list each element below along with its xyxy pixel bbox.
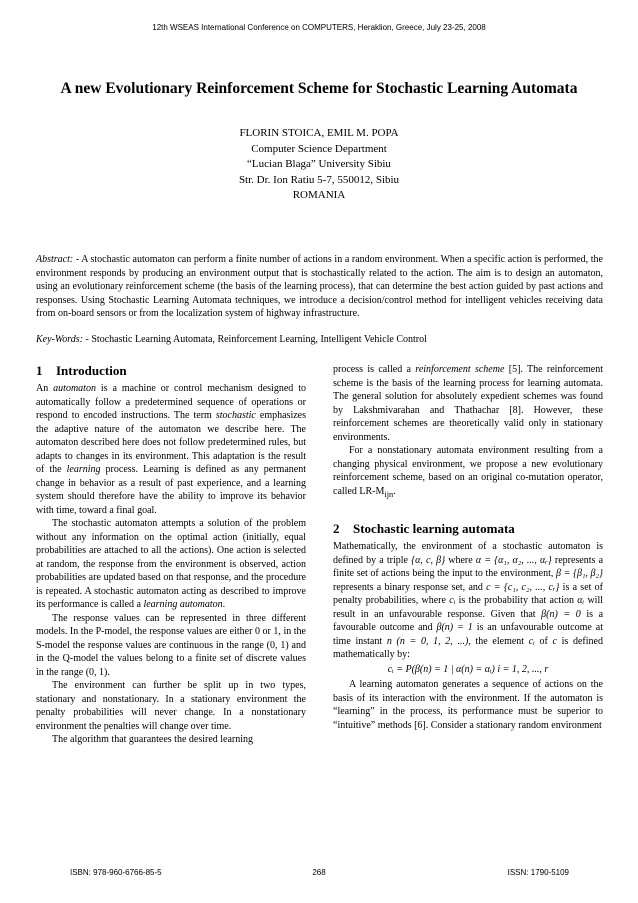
intro-paragraph-2	[36, 517, 306, 612]
emphasis: learning automaton	[143, 599, 223, 610]
math: cᵢ	[449, 595, 456, 606]
math: α = {α₁, α₂, ..., αᵣ}	[475, 554, 552, 566]
equation-penalty-probability: cᵢ = P(β(n) = 1 | α(n) = αᵢ) i = 1, 2, ..., r	[387, 663, 549, 675]
text: is the probability that action	[455, 595, 578, 606]
text: .	[222, 599, 226, 610]
left-column	[36, 363, 306, 747]
text: For a nonstationary automata environment resulting from a changing physical environment, we propose a new evolutionary reinforcement scheme, based on an original co-mutation operator, called LR-M	[333, 445, 603, 497]
author-country: ROMANIA	[292, 189, 346, 201]
sla-paragraph-1	[333, 540, 603, 662]
section-2-heading	[333, 521, 603, 536]
intro-paragraph-6	[333, 363, 603, 444]
text: represents a binary response set, and	[333, 581, 487, 593]
sla-paragraph-2: A learning automaton generates a sequence of actions on the basis of its interaction with the environment. If the automaton is “learning” in the process, its performance must be superior to “intuitive” methods [6]. Consider a stationary random environment	[333, 679, 603, 731]
conference-header: 12th WSEAS International Conference on COMPUTERS, Heraklion, Greece, July 23-25, 2008	[152, 23, 486, 32]
text: represents a finite set of actions being the input to the environment,	[333, 554, 604, 579]
emphasis: automaton	[53, 383, 96, 394]
text: process. Learning is defined as any permanent change in behavior as a result of past experience, and a learning system should therefore have the ability to improve its behavior with time, toward a final goal.	[36, 464, 306, 516]
math: n (n = 0, 1, 2, ...)	[386, 635, 469, 647]
math: β(n) = 1	[436, 622, 473, 633]
text: is an unfavourable outcome at time instant	[333, 622, 603, 647]
intro-paragraph-1	[36, 382, 306, 517]
footer-isbn: ISBN: 978-960-6766-85-5	[70, 868, 162, 877]
text: The stochastic automaton attempts a solution of the problem without any information on the optimal action (initially, equal probabilities are attached to all the actions). One action is selected at random, the response from the environment is observed, action probabilities are updated based on that response, and the procedure is repeated. A stochastic automaton acting as described to improve its performance is called a	[36, 518, 306, 610]
text: [5]. The reinforcement scheme is the basis of the learning process for learning automata. The general solution for absolutely expedient schemes was found by Lakshmivarahan and Thathachar [8]. However, these reinforcement schemes are theoretically valid only in stationary environments.	[333, 364, 603, 443]
text: .	[393, 485, 396, 497]
abstract-label: Abstract:	[36, 254, 74, 265]
section-2-number: 2	[333, 521, 340, 536]
intro-paragraph-5: The algorithm that guarantees the desired learning	[52, 734, 254, 745]
text: is a set of penalty probabilities, where	[333, 581, 604, 606]
author-address: Str. Dr. Ion Ratiu 5-7, 550012, Sibiu	[238, 173, 400, 186]
author-block	[0, 126, 638, 204]
keywords-label: Key-Words:	[36, 334, 84, 345]
text: Mathematically, the environment of a stochastic automaton is defined by a triple	[333, 541, 603, 566]
math: αᵢ	[577, 595, 585, 606]
text: , the element	[468, 635, 529, 647]
author-university: “Lucian Blaga” University Sibiu	[247, 158, 391, 170]
footer-page-number: 268	[312, 868, 326, 877]
intro-paragraph-3: The response values can be represented in three different models. In the P-model, the response values are either 0 or 1, in the S-model the response values are continuous in the range (0, 1) and in the Q-model the values belong to a finite set of discrete values in the range (0, 1).	[36, 612, 306, 678]
text: where	[445, 554, 476, 566]
emphasis: reinforcement scheme	[415, 364, 505, 375]
keywords	[36, 333, 603, 346]
math: {α, c, β}	[411, 554, 446, 566]
emphasis: stochastic	[215, 410, 256, 421]
text: is defined mathematically by:	[333, 635, 603, 660]
math: β(n) = 0	[541, 608, 581, 620]
text: emphasizes the adaptive nature of the automaton we describe here. The automaton described here does not follow predetermined rules, but adapts to changes in its environment. This adaptation is the result of the	[36, 410, 306, 475]
abstract	[36, 253, 603, 321]
abstract-text: - A stochastic automaton can perform a finite number of actions in a random environment. When a specific action is performed, the environment responds by producing an environment output that is stochastically related to the action. The aim is to design an automaton, using an evolutionary reinforcement scheme (the basis of the learning process), that can determine the best action guided by past actions and responses. Using Stochastic Learning Automata techniques, we introduce a decision/control method for intelligent vehicles receiving data from on-board sensors or from the localization system of highway infrastructure.	[36, 254, 603, 320]
text: is a machine or control mechanism designed to automatically follow a predetermined sequence of operations or respond to encoded instructions. The term	[36, 383, 306, 421]
keywords-text: - Stochastic Learning Automata, Reinforcement Learning, Intelligent Vehicle Control	[83, 334, 427, 345]
paper-title: A new Evolutionary Reinforcement Scheme for Stochastic Learning Automata	[60, 80, 578, 97]
section-1-heading	[36, 363, 306, 378]
intro-paragraph-7	[333, 444, 603, 501]
author-names: FLORIN STOICA, EMIL M. POPA	[239, 127, 399, 139]
section-1-title: Introduction	[56, 363, 127, 378]
text: of	[534, 635, 553, 647]
math: c	[552, 635, 557, 647]
text: An	[36, 383, 54, 394]
emphasis: learning	[66, 464, 101, 475]
section-1-number: 1	[36, 363, 43, 378]
footer-issn: ISSN: 1790-5109	[507, 868, 569, 877]
subscript: ijn	[384, 489, 394, 499]
math: β = {β₁, β₂}	[556, 568, 603, 579]
text: process is called a	[333, 364, 416, 375]
right-column	[333, 363, 603, 732]
intro-paragraph-4: The environment can further be split up in two types, stationary and nonstationary. In a stationary environment the penalty probabilities will never change. In a nonstationary environment the penalties will change over time.	[36, 680, 306, 732]
section-2-title: Stochastic learning automata	[353, 521, 515, 536]
author-department: Computer Science Department	[251, 142, 387, 155]
text: will result in an unfavourable response. Given that	[333, 595, 603, 620]
text: is a favourable outcome and	[333, 608, 604, 633]
math: c = {c₁, c₂, ..., cᵣ}	[486, 581, 560, 593]
math: cᵢ	[528, 635, 535, 647]
